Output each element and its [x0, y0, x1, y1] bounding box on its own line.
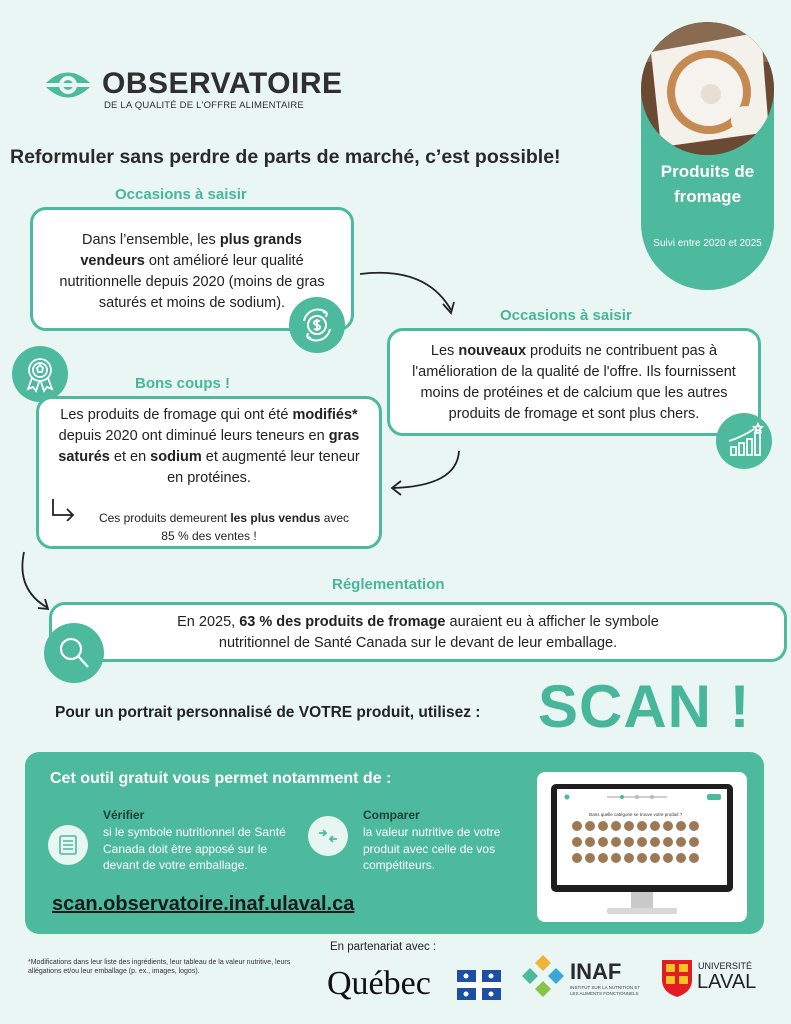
laval-line2: LAVAL	[697, 971, 757, 993]
section3-bold: modifiés*	[292, 407, 358, 423]
logo-subtitle: DE LA QUALITÉ DE L'OFFRE ALIMENTAIRE	[104, 100, 304, 111]
monitor-screenshot	[537, 772, 747, 922]
note-line2: 85 % des ventes !	[161, 529, 257, 543]
category-badge	[641, 22, 774, 290]
section3-text-2: depuis 2020 ont diminué leurs teneurs en	[58, 428, 329, 444]
quebec-wordmark: Québec	[327, 965, 431, 1002]
section4-card	[49, 602, 787, 662]
section4-title: Réglementation	[332, 576, 445, 593]
inaf-subtitle: INSTITUT SUR LA NUTRITION ET LES ALIMENTS FONCTIONNELS	[570, 985, 641, 996]
laval-logo	[660, 958, 770, 1002]
section1-bold: plus grands vendeurs	[80, 232, 302, 269]
award-ribbon-icon	[12, 346, 68, 402]
section4-text-2: auraient eu à afficher le symbole	[445, 614, 659, 630]
inaf-logo	[520, 953, 650, 1013]
section4-text: En 2025,	[177, 614, 240, 630]
curved-arrow-icon	[14, 550, 58, 614]
section3-text-4: et augmenté leur teneur en protéines.	[167, 449, 360, 486]
partners-label: En partenariat avec :	[330, 941, 437, 953]
section2-title: Occasions à saisir	[500, 307, 632, 324]
growth-chart-icon	[716, 413, 772, 469]
laval-line1: UNIVERSITÉ	[698, 961, 753, 971]
note-text: Ces produits demeurent	[98, 511, 231, 525]
curved-arrow-icon	[385, 448, 467, 503]
laval-shield-icon	[660, 958, 694, 998]
section2-bold: nouveaux	[458, 343, 527, 359]
badge-title-line1: Produits de	[660, 162, 755, 181]
scan-title: SCAN !	[538, 673, 751, 740]
section4-line2: nutritionnel de Santé Canada sur le devant de leur emballage.	[218, 635, 618, 651]
section2-text-2: produits ne contribuent pas à l'amélioration de la qualité de l'offre. Ils fournissent moins de protéines et de calcium que les autres produits de fromage et sont plus chers.	[412, 343, 736, 422]
feature2-heading: Comparer	[363, 808, 420, 822]
section2-card	[387, 328, 761, 436]
section2-text: Les	[430, 343, 459, 359]
inaf-diamond-icon	[520, 953, 566, 999]
scan-tool-panel	[25, 752, 764, 934]
magnifier-icon	[44, 623, 104, 683]
quebec-logo	[327, 965, 502, 1005]
scan-url-link[interactable]: scan.observatoire.inaf.ulaval.ca	[52, 893, 355, 915]
section3-card	[36, 396, 382, 549]
eye-logo-icon	[42, 66, 94, 104]
badge-period: Suivi entre 2020 et 2025	[653, 238, 762, 249]
inaf-wordmark: INAF	[570, 959, 622, 984]
section3-title: Bons coups !	[135, 375, 231, 392]
section3-body	[49, 405, 369, 489]
note-text-2: avec	[320, 511, 350, 525]
compare-arrows-icon	[308, 816, 348, 856]
section3-text: Les produits de fromage qui ont été	[60, 407, 293, 423]
feature2-text: la valeur nutritive de votre produit avec celle de vos compétiteurs.	[363, 825, 501, 872]
bagel-photo	[641, 22, 774, 155]
dollar-cycle-icon	[289, 297, 345, 353]
badge-title-line2: fromage	[673, 187, 742, 206]
section3-text-3: et en	[109, 449, 151, 465]
scan-prompt: Pour un portrait personnalisé de VOTRE produit, utilisez :	[55, 704, 481, 721]
section1-title: Occasions à saisir	[115, 186, 247, 203]
section3-bold-3: sodium	[150, 449, 202, 465]
quebec-flag-icon	[457, 970, 501, 1000]
panel-title: Cet outil gratuit vous permet notamment de :	[50, 770, 392, 787]
note-bold: les plus vendus	[230, 511, 321, 525]
feature1-text: si le symbole nutritionnel de Santé Canada doit être apposé sur le devant de votre emballage.	[103, 825, 286, 872]
section3-bold-2: gras saturés	[58, 428, 360, 465]
feature1-heading: Vérifier	[103, 808, 145, 822]
logo-name: OBSERVATOIRE	[102, 67, 343, 100]
section4-bold: 63 % des produits de fromage	[239, 614, 446, 630]
section3-note	[39, 509, 379, 545]
section1-text: Dans l’ensemble, les	[81, 232, 220, 248]
curved-arrow-icon	[356, 266, 466, 326]
headline: Reformuler sans perdre de parts de marché, c’est possible!	[10, 146, 561, 168]
observatoire-logo	[42, 64, 343, 114]
document-list-icon	[48, 825, 88, 865]
monitor-screen-text: Dans quelle catégorie se trouve votre produit ?	[589, 812, 683, 817]
section1-text-2: ont amélioré leur qualité nutritionnelle depuis 2020 (moins de gras saturés et moins de sodium).	[59, 253, 325, 311]
footnote: *Modifications dans leur liste des ingrédients, leur tableau de la valeur nutritive, leurs allégations et/ou leur emballage (p. ex., images, logos).	[28, 959, 291, 975]
